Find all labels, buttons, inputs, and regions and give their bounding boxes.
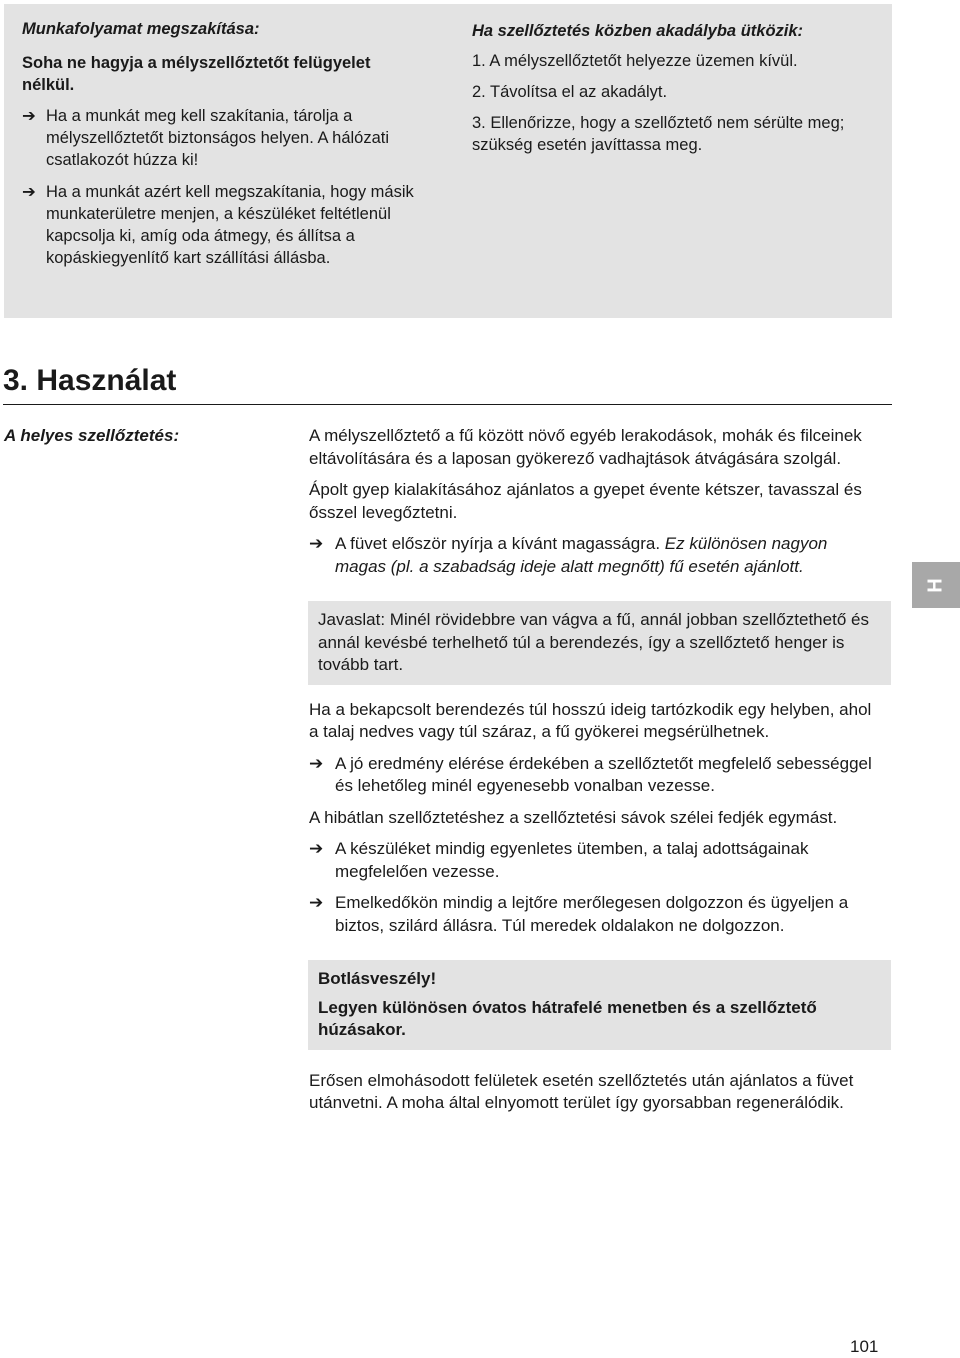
warning-text: Legyen különösen óvatos hátrafelé menetben és a szellőztető húzásakor. <box>318 997 817 1039</box>
overlap-paragraph: A hibátlan szellőztetéshez a szellőztetési sávok szélei fedjék egymást. <box>309 807 838 827</box>
side-label: A helyes szellőztetés: <box>4 426 180 445</box>
schedule-paragraph: Ápolt gyep kialakításához ajánlatos a gyepet évente kétszer, tavasszal és ősszel levegőztetni. <box>309 480 862 522</box>
purpose-paragraph: A mélyszellőztető a fű között növő egyéb lerakodások, mohák és filceinek eltávolítására és a laposan gyökerező vadhajtások átvágására szolgál. <box>309 426 862 468</box>
root-damage-paragraph: Ha a bekapcsolt berendezés túl hosszú ideig tartózkodik egy helyben, ahol a talaj nedves vagy túl száraz, a fű gyökerei megsérülhetnek. <box>309 699 872 741</box>
interruption-item-text: Ha a munkát meg kell szakítania, tárolja a mélyszellőztetőt biztonságos helyen. A hálózati csatlakozót húzza ki! <box>46 107 390 169</box>
mowing-text: A füvet először nyírja a kívánt magasságra. <box>335 534 661 553</box>
speed-text: A jó eredmény elérése érdekében a szellőztetőt megfelelő sebességgel és lehetőleg minél egyenesebb vonalban vezesse. <box>335 753 872 795</box>
reseeding-paragraph: Erősen elmohásodott felületek esetén szellőztetés után ajánlatos a füvet utánvetni. A moha által elnyomott terület így gyorsabban regenerálódik. <box>309 1070 854 1112</box>
warning-title: Botlásveszély! <box>318 969 437 988</box>
tip-box <box>308 601 891 685</box>
page-number: 101 <box>850 1337 879 1356</box>
arrow-icon: ➔ <box>22 183 36 201</box>
obstacle-step: 3. Ellenőrizze, hogy a szellőztető nem sérülte meg; szükség esetén javíttassa meg. <box>472 114 845 154</box>
section-title: 3. Használat <box>3 364 177 397</box>
mowing-instruction <box>309 533 879 578</box>
language-tab-label: H <box>924 577 947 593</box>
obstacle-step: 2. Távolítsa el az akadályt. <box>472 83 668 101</box>
pace-instruction <box>309 838 879 883</box>
interruption-item-2 <box>22 181 417 269</box>
interruption-item-1 <box>22 105 417 171</box>
mowing-note: Ez különösen nagyon magas (pl. a szabadság ideje alatt megnőtt) fű esetén ajánlott. <box>335 534 828 576</box>
arrow-icon: ➔ <box>22 107 36 125</box>
interruption-column <box>22 18 417 279</box>
language-tab <box>912 562 960 608</box>
slope-text: Emelkedőkön mindig a lejtőre merőlegesen dolgozzon és ügyeljen a biztos, szilárd állásra. Túl meredek oldalakon ne dolgozzon. <box>335 893 849 935</box>
tripping-warning-box <box>308 960 891 1050</box>
arrow-icon: ➔ <box>309 534 324 553</box>
unattended-warning: Soha ne hagyja a mélyszellőztetőt felügyelet nélkül. <box>22 54 371 94</box>
speed-instruction <box>309 753 879 798</box>
obstacle-column <box>472 20 882 165</box>
arrow-icon: ➔ <box>309 839 324 858</box>
arrow-icon: ➔ <box>309 753 324 773</box>
pace-text: A készüléket mindig egyenletes ütemben, a talaj adottságainak megfelelően vezesse. <box>335 839 809 881</box>
section-divider <box>3 404 892 405</box>
interruption-item-text: Ha a munkát azért kell megszakítania, hogy másik munkaterületre menjen, a készüléket feltétlenül kapcsolja ki, amíg oda átmegy, és állítsa a kopáskiegyenlítő kart szállítási állásba. <box>46 183 414 267</box>
arrow-icon: ➔ <box>309 893 324 912</box>
obstacle-step: 1. A mélyszellőztetőt helyezze üzemen kívül. <box>472 52 798 70</box>
usage-content <box>309 425 879 1124</box>
interruption-heading: Munkafolyamat megszakítása: <box>22 20 260 38</box>
tip-text: Javaslat: Minél rövidebbre van vágva a fű, annál jobban szellőztethető és annál kevésbé terhelhető túl a berendezés, így a szellőztető henger is tovább tart. <box>318 610 869 674</box>
slope-instruction <box>309 892 879 937</box>
obstacle-heading: Ha szellőztetés közben akadályba ütközik: <box>472 22 804 40</box>
